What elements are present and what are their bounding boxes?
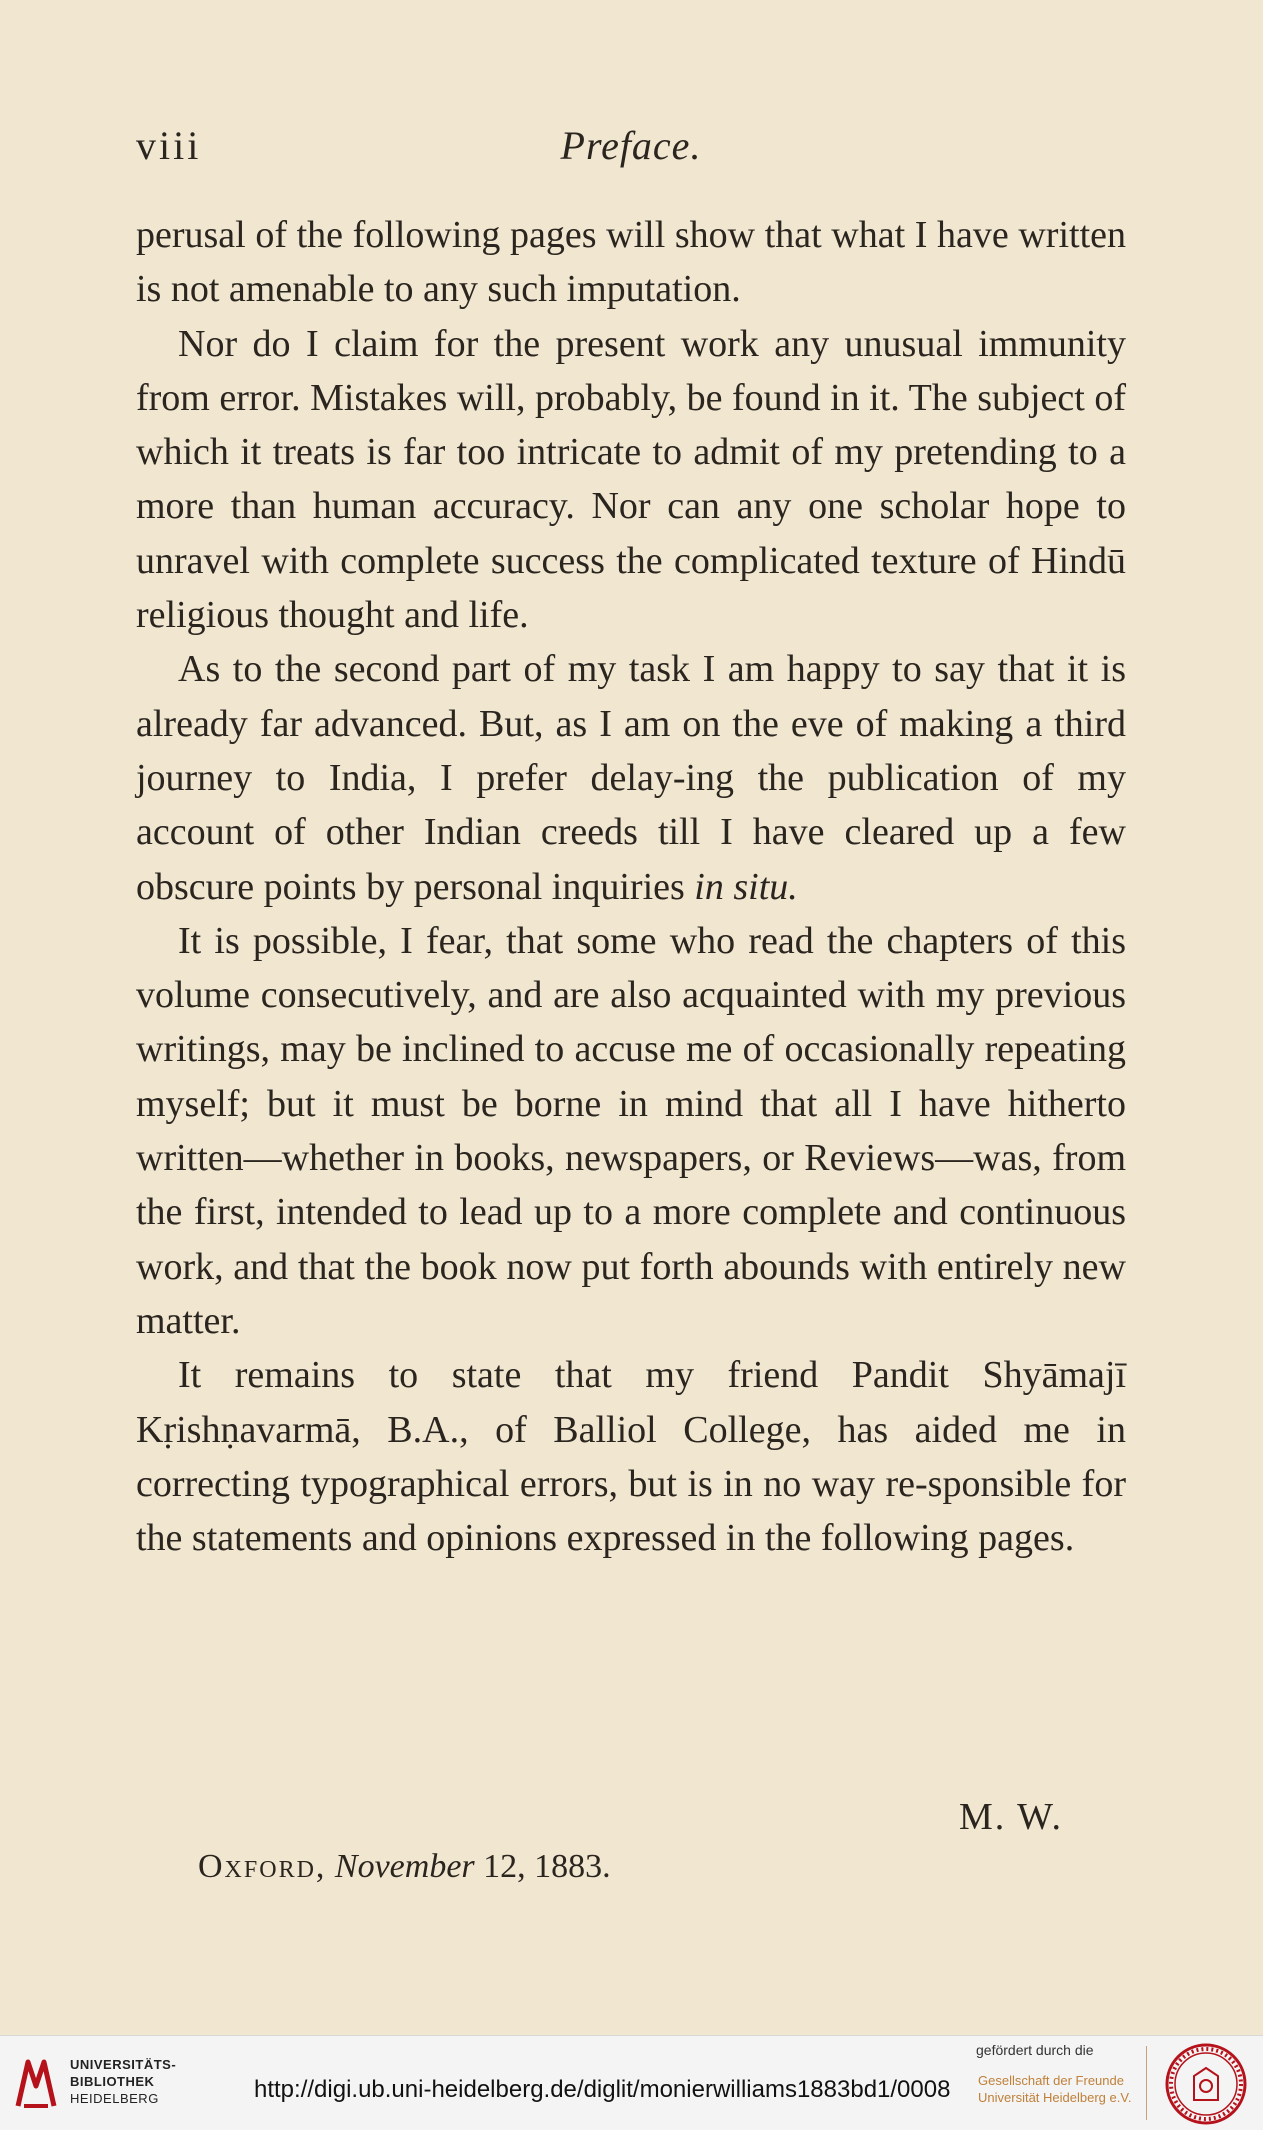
- body-text: [136, 208, 1126, 1565]
- signature-initials: M. W.: [959, 1796, 1063, 1838]
- paragraph: [136, 642, 1126, 913]
- library-name: [70, 2056, 176, 2107]
- dateline-month: November: [334, 1848, 475, 1885]
- library-name-line: BIBLIOTHEK: [70, 2074, 155, 2089]
- dateline-date: 12, 1883.: [483, 1848, 611, 1885]
- paragraph: It is possible, I fear, that some who read the chapters of this volume consecutively, and are also acquainted with my previous writings, may be inclined to accuse me of occasionally repeating myself; but it must be borne in mind that all I have hitherto written—whether in books, newspapers, or Reviews—was, from the first, intended to lead up to a more complete and continuous work, and that the book now put forth abounds with entirely new matter.: [136, 919, 1126, 1342]
- sponsor-name[interactable]: [978, 2072, 1131, 2106]
- library-logo[interactable]: [14, 2052, 177, 2114]
- paragraph: It remains to state that my friend Pandit Shyāmajī Kṛishṇavarmā, B.A., of Balliol College, has aided me in correcting typographical errors, but is in no way re-sponsible for the statements and opinions expressed in the following pages.: [136, 1354, 1126, 1560]
- footer-divider: [1146, 2046, 1147, 2120]
- library-name-line: HEIDELBERG: [70, 2091, 159, 2106]
- running-head: [136, 122, 1126, 182]
- library-mark-icon: [14, 2056, 58, 2110]
- sponsor-caption: gefördert durch die: [976, 2042, 1094, 2058]
- sponsor-name-line: Universität Heidelberg e.V.: [978, 2090, 1132, 2105]
- paragraph: perusal of the following pages will show that what I have written is not amenable to any such imputation.: [136, 214, 1126, 311]
- dateline: [198, 1848, 611, 1886]
- paragraph: Nor do I claim for the present work any unusual immunity from error. Mistakes will, probably, be found in it. The subject of which it treats is far too intricate to admit of my pretending to a more than human accuracy. Nor can any one scholar hope to unravel with complete success the complicated texture of Hindū religious thought and life.: [136, 322, 1126, 637]
- dateline-place: Oxford,: [198, 1848, 327, 1885]
- paragraph-text: As to the second part of my task I am happy to say that it is already far advanced. But, as I am on the eve of making a third journey to India, I prefer delay-ing the publication of my account of other Indian creeds till I have cleared up a few obscure points by personal inquiries: [136, 648, 1126, 908]
- sponsor-name-line: Gesellschaft der Freunde: [978, 2073, 1124, 2088]
- digitization-footer: [0, 2035, 1263, 2130]
- university-seal-icon: [1164, 2042, 1248, 2126]
- permalink-url[interactable]: http://digi.ub.uni-heidelberg.de/diglit/monierwilliams1883bd1/0008: [254, 2076, 951, 2103]
- italic-phrase: in situ.: [694, 865, 798, 908]
- page-number: viii: [136, 123, 202, 168]
- library-name-line: UNIVERSITÄTS-: [70, 2057, 177, 2072]
- running-head-title: Preface.: [560, 123, 702, 168]
